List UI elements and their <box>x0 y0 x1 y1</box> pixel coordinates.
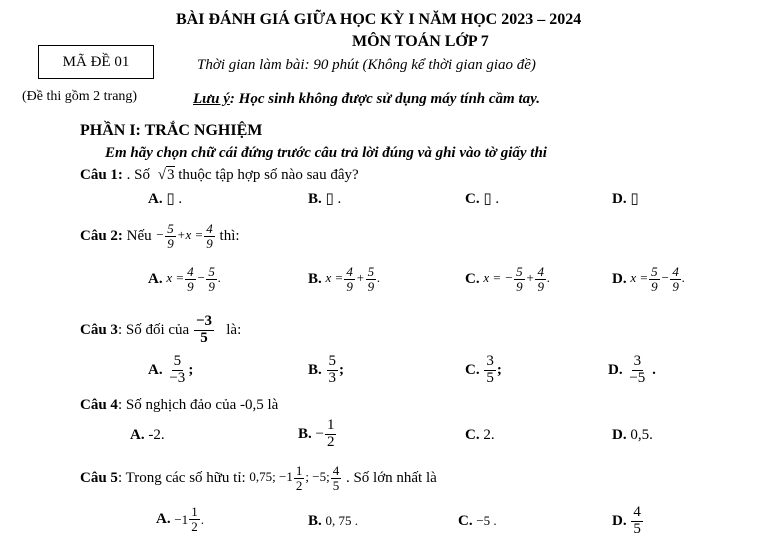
option-tail: . <box>652 361 656 378</box>
option-letter: D. <box>612 191 627 207</box>
frac-numerator: 5 <box>173 353 182 369</box>
option-letter: B. <box>308 191 322 207</box>
q3-option-d <box>608 354 656 387</box>
q1-radicand: 3 <box>167 167 175 183</box>
q3-text: : Số đối của <box>117 321 190 338</box>
option-letter: C. <box>458 513 473 529</box>
q4-option-a <box>130 428 165 443</box>
frac-numerator: 3 <box>486 353 494 369</box>
q4-text: : Số nghịch đảo của -0,5 là <box>117 397 279 413</box>
q5-option-b <box>308 514 358 529</box>
exam-code-box <box>38 45 154 79</box>
sqrt-expression: √3 <box>157 167 175 183</box>
q3-option-c <box>465 354 502 387</box>
option-tail: ; <box>339 361 345 378</box>
q1-option-c <box>465 192 499 207</box>
frac-denominator: 5 <box>486 369 494 386</box>
question-3 <box>80 314 241 347</box>
frac-denominator: 5 <box>200 329 208 346</box>
q5-text: : Trong các số hữu tỉ: <box>117 469 246 486</box>
option-tail: ; <box>496 361 502 378</box>
option-value: −5 . <box>476 513 497 528</box>
section-instruction: Em hãy chọn chữ cái đứng trước câu trả lời đúng và ghi vào tờ giấy thi <box>105 145 547 161</box>
option-value: 2. <box>483 427 495 443</box>
q4-option-c <box>465 428 495 443</box>
q5-option-d: D. $\frac{4}{5}$ <box>612 504 641 537</box>
q2-option-a: A. x = $\frac{4}{9}$ − $\frac{5}{9}$ . <box>148 264 222 294</box>
question-5 <box>80 464 437 492</box>
option-letter: D. <box>612 270 627 287</box>
option-letter: A. <box>148 270 163 287</box>
frac-numerator: 5 <box>328 353 337 369</box>
option-letter: B. <box>308 513 322 529</box>
option-letter: C. <box>465 361 480 378</box>
option-letter: C. <box>465 270 480 287</box>
option-value: − <box>315 425 324 442</box>
option-letter: D. <box>612 512 627 529</box>
option-value: ▯ <box>630 191 639 207</box>
exam-subject: MÔN TOÁN LỚP 7 <box>352 33 489 50</box>
exam-note <box>193 92 540 107</box>
frac-denominator: −5 <box>629 369 646 386</box>
q1-text-after: thuộc tập hợp số nào sau đây? <box>178 167 359 183</box>
question-4 <box>80 398 278 413</box>
q2-equation: − $\frac{5}{9}$ +x = $\frac{4}{9}$ <box>155 221 213 251</box>
q3-fraction <box>194 314 214 347</box>
q3-option-a <box>148 354 193 387</box>
note-text: : Học sinh không được sử dụng máy tính cầm tay. <box>229 91 540 107</box>
option-letter: A. <box>130 427 145 443</box>
q4-label: Câu 4 <box>80 397 118 413</box>
option-letter: B. <box>308 270 322 287</box>
option-value: 0, 75 . <box>325 513 359 528</box>
option-value: 0,5. <box>630 427 653 443</box>
option-value: ▯ . <box>325 191 342 207</box>
q2-text-before: Nếu <box>126 227 152 244</box>
exam-title: BÀI ĐÁNH GIÁ GIỮA HỌC KỲ I NĂM HỌC 2023 – 2024 <box>176 11 582 28</box>
q3-text-after: là: <box>226 321 242 338</box>
exam-pages: (Đề thi gồm 2 trang) <box>22 89 138 104</box>
frac-numerator: −3 <box>195 313 212 329</box>
option-letter: C. <box>465 427 480 443</box>
frac-denominator: −3 <box>169 369 186 386</box>
option-letter: A. <box>148 361 163 378</box>
q1-label: Câu 1: <box>80 167 123 183</box>
option-letter: B. <box>298 425 312 442</box>
question-1 <box>80 168 359 183</box>
option-value: -2. <box>148 427 165 443</box>
q4-option-b: B. − $\frac{1}{2}$ <box>298 417 335 450</box>
frac-denominator: 3 <box>328 369 337 386</box>
q2-option-b: B. x = $\frac{4}{9}$ + $\frac{5}{9}$ . <box>308 264 381 294</box>
option-letter: D. <box>612 427 627 443</box>
option-letter: C. <box>465 191 480 207</box>
option-value: ▯ . <box>166 191 183 207</box>
q1-option-a <box>148 192 182 207</box>
exam-time: Thời gian làm bài: 90 phút (Không kể thời gian giao đề) <box>197 57 536 73</box>
q5-option-c <box>458 514 497 529</box>
q5-text-after: . Số lớn nhất là <box>345 469 437 486</box>
option-value: −1 <box>174 511 189 527</box>
q4-option-d <box>612 428 653 443</box>
option-letter: B. <box>308 361 322 378</box>
q3-label: Câu 3 <box>80 321 118 338</box>
option-letter: A. <box>156 510 171 527</box>
q1-option-b <box>308 192 341 207</box>
q2-label: Câu 2: <box>80 227 123 244</box>
section-title: PHẦN I: TRẮC NGHIỆM <box>80 122 263 139</box>
q1-text-before: . Số <box>126 167 151 183</box>
q5-label: Câu 5 <box>80 469 118 486</box>
q2-text-after: thì: <box>219 227 240 244</box>
q5-number-list: 0,75; −1 $\frac{1}{2}$ ; −5; $\frac{4}{5}$ <box>249 463 340 493</box>
q3-option-b <box>308 354 344 387</box>
note-label: Lưu ý <box>193 91 230 107</box>
q5-option-a: A. −1 $\frac{1}{2}$ . <box>156 504 204 534</box>
option-value: ▯ . <box>483 191 500 207</box>
q2-option-c: C. x = − $\frac{5}{9}$ + $\frac{4}{9}$ . <box>465 264 551 294</box>
question-2 <box>80 222 240 250</box>
q2-option-d: D. x = $\frac{5}{9}$ − $\frac{4}{9}$ . <box>612 264 686 294</box>
option-letter: A. <box>148 191 163 207</box>
exam-code: MÃ ĐỀ 01 <box>62 53 130 70</box>
option-tail: ; <box>188 361 194 378</box>
frac-numerator: 3 <box>633 353 642 369</box>
q1-option-d <box>612 192 639 207</box>
option-letter: D. <box>608 361 623 378</box>
